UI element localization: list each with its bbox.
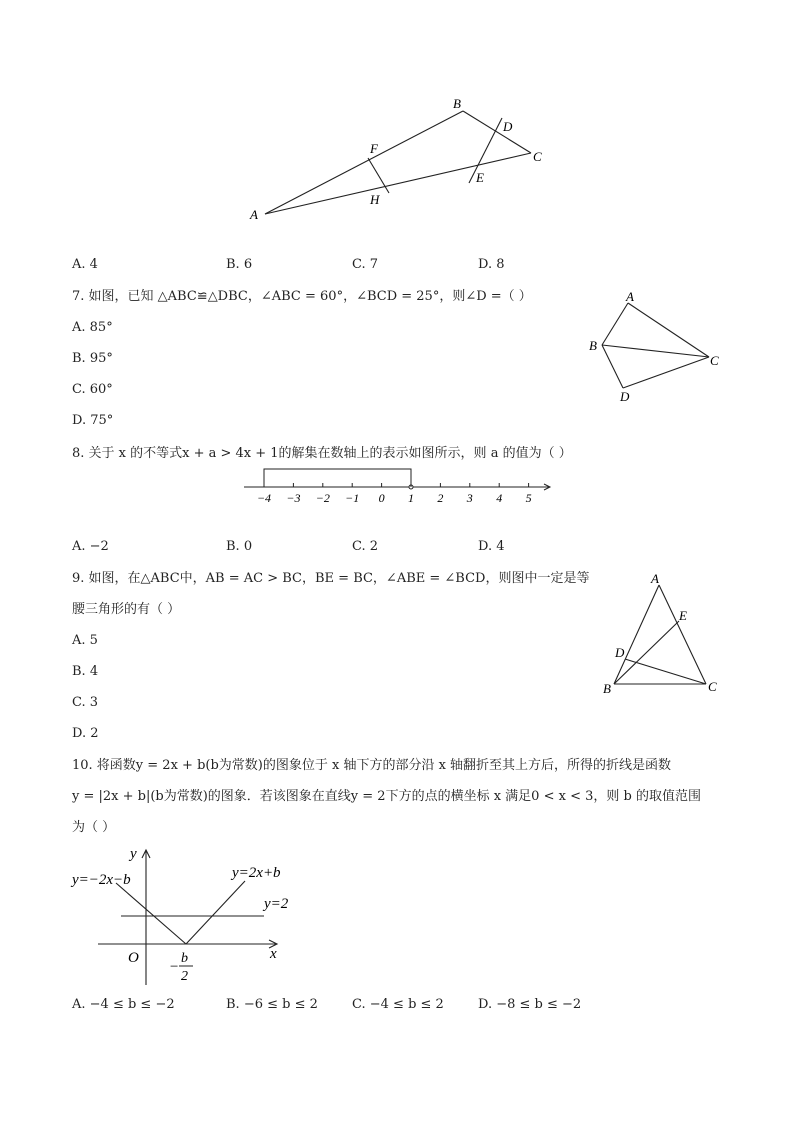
- q9-figure: [595, 568, 725, 698]
- label-C: C: [708, 679, 717, 694]
- label-hline: y=2: [264, 896, 289, 912]
- q10-option-b: B. −6 ≤ b ≤ 2: [226, 997, 318, 1012]
- label-F: F: [370, 141, 378, 156]
- tick-label: −1: [345, 491, 360, 505]
- label-A: A: [250, 207, 258, 222]
- q9-stem-line1: 9. 如图，在△ABC中，AB = AC > BC，BE = BC，∠ABE = ∠BCD，则图中一定是等: [72, 571, 590, 586]
- label-B: B: [603, 681, 611, 696]
- tick-label: 4: [496, 491, 503, 505]
- label-B: B: [453, 96, 461, 111]
- q7-figure: [585, 285, 725, 405]
- q8-number-line: [238, 462, 558, 510]
- q8-option-d: D. 4: [478, 539, 505, 554]
- label-E: E: [476, 170, 484, 185]
- q10-option-a: A. −4 ≤ b ≤ −2: [72, 997, 175, 1012]
- q10-graph: [68, 842, 298, 987]
- label-A: A: [651, 571, 659, 586]
- q9-stem-line2: 腰三角形的有（ ）: [72, 602, 181, 617]
- q6-option-b: B. 6: [226, 257, 253, 272]
- q10-stem-line2: y = |2x + b|(b为常数)的图象．若该图象在直线y = 2下方的点的横坐标 x 满足0 < x < 3，则 b 的取值范围: [72, 789, 701, 804]
- q8-option-b: B. 0: [226, 539, 253, 554]
- q10-stem-line1: 10. 将函数y = 2x + b(b为常数)的图象位于 x 轴下方的部分沿 x 轴翻折至其上方后，所得的折线是函数: [72, 758, 672, 773]
- label-x-axis: x: [270, 946, 277, 962]
- label-left-line: y=−2x−b: [72, 872, 131, 888]
- tick-label: 1: [408, 491, 414, 505]
- q7-option-d: D. 75°: [72, 413, 114, 428]
- q8-option-a: A. −2: [72, 539, 109, 554]
- label-C: C: [710, 353, 719, 368]
- tick-label: 0: [378, 491, 385, 505]
- vertex-sign: −: [169, 959, 180, 975]
- tick-label: 2: [437, 491, 444, 505]
- vertex-numerator: b: [181, 951, 188, 966]
- tick-label: 3: [466, 491, 473, 505]
- q9-option-a: A. 5: [72, 633, 98, 648]
- q7-stem: 7. 如图，已知 △ABC≌△DBC，∠ABC = 60°，∠BCD = 25°，则∠D =（ ）: [72, 289, 532, 304]
- q8-option-c: C. 2: [352, 539, 379, 554]
- q6-option-c: C. 7: [352, 257, 379, 272]
- tick-label: −2: [315, 491, 330, 505]
- label-B: B: [589, 338, 597, 353]
- label-A: A: [626, 289, 634, 304]
- label-D: D: [503, 119, 513, 134]
- vertex-denominator: 2: [181, 969, 188, 984]
- q6-figure: [240, 92, 560, 232]
- q9-option-c: C. 3: [72, 695, 99, 710]
- q9-option-d: D. 2: [72, 726, 99, 741]
- label-E: E: [679, 608, 687, 623]
- q10-option-c: C. −4 ≤ b ≤ 2: [352, 997, 444, 1012]
- q7-option-c: C. 60°: [72, 382, 113, 397]
- tick-label: −4: [256, 491, 272, 505]
- q10-option-d: D. −8 ≤ b ≤ −2: [478, 997, 582, 1012]
- q6-option-d: D. 8: [478, 257, 505, 272]
- q7-option-a: A. 85°: [72, 320, 113, 335]
- label-D: D: [620, 389, 630, 404]
- tick-label: 5: [525, 491, 532, 505]
- label-D: D: [615, 645, 625, 660]
- q9-option-b: B. 4: [72, 664, 99, 679]
- label-C: C: [533, 149, 542, 164]
- q6-option-a: A. 4: [72, 257, 98, 272]
- q10-stem-line3: 为（ ）: [72, 820, 116, 835]
- label-y-axis: y: [130, 846, 137, 862]
- label-right-line: y=2x+b: [232, 865, 281, 881]
- label-H: H: [370, 192, 380, 207]
- q7-option-b: B. 95°: [72, 351, 113, 366]
- q8-stem: 8. 关于 x 的不等式x + a > 4x + 1的解集在数轴上的表示如图所示，则 a 的值为（ ）: [72, 446, 572, 461]
- tick-label: −3: [286, 491, 301, 505]
- label-origin: O: [128, 950, 139, 966]
